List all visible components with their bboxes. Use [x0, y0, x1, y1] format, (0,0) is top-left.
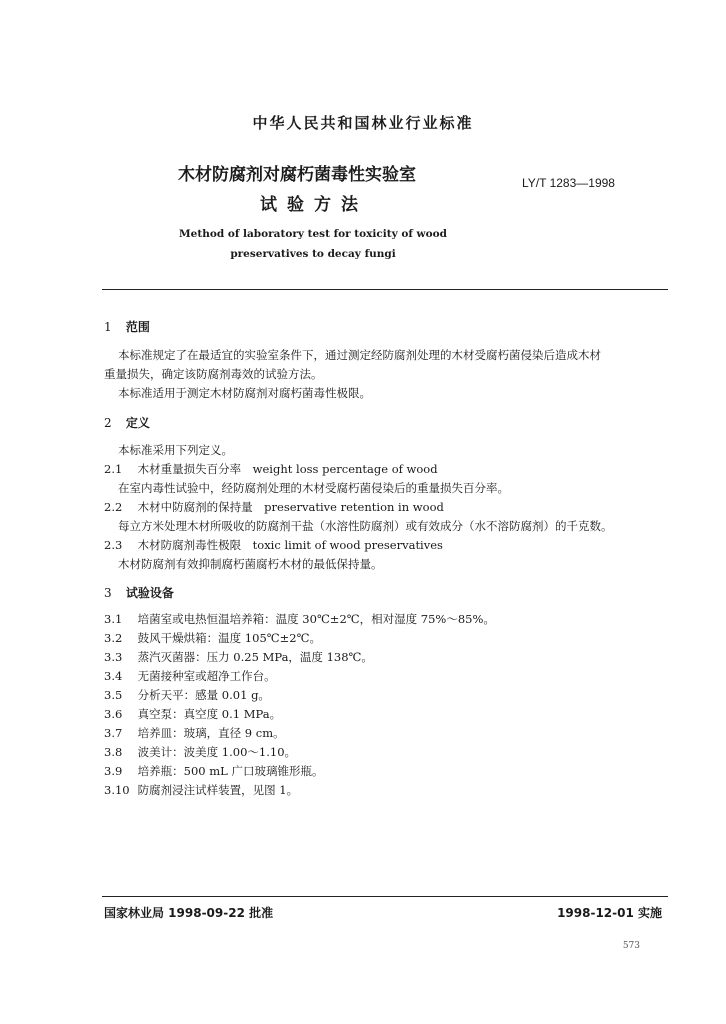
definition-2-1-number: 2.1: [104, 462, 123, 476]
equipment-item-text: 无菌接种室或超净工作台。: [137, 669, 276, 683]
document-title-line2: 试验方法: [260, 195, 368, 215]
equipment-item-number: 3.3: [104, 650, 123, 664]
definition-2-1-text: 在室内毒性试验中，经防腐剂处理的木材受腐朽菌侵染后的重量损失百分率。: [118, 481, 509, 495]
section-1-number: 1: [104, 320, 112, 334]
equipment-item-number: 3.6: [104, 707, 123, 721]
equipment-item: [104, 630, 321, 646]
equipment-item-text: 培菌室或电热恒温培养箱：温度 30℃±2℃，相对湿度 75%～85%。: [137, 612, 495, 626]
definition-2-1-term-row: [104, 461, 438, 477]
effective-date: 1998-12-01 实施: [557, 906, 662, 920]
section-3-number: 3: [104, 586, 112, 600]
definition-2-2-term: 木材中防腐剂的保持量 preservative retention in wood: [137, 500, 444, 514]
equipment-item: [104, 725, 285, 741]
section-1-title: 范围: [125, 320, 150, 334]
equipment-item: [104, 763, 323, 779]
equipment-item-number: 3.5: [104, 688, 123, 702]
equipment-item-text: 鼓风干燥烘箱：温度 105℃±2℃。: [137, 631, 321, 645]
issuer-title: 中华人民共和国林业行业标准: [252, 114, 474, 132]
definition-2-3-number: 2.3: [104, 538, 123, 552]
document-title-line1: 木材防腐剂对腐朽菌毒性实验室: [178, 165, 416, 185]
section-2-number: 2: [104, 416, 112, 430]
equipment-item: [104, 706, 281, 722]
approval-text: 国家林业局 1998-09-22 批准: [104, 906, 274, 920]
section-2-heading: [104, 414, 150, 431]
equipment-item-number: 3.8: [104, 745, 123, 759]
definition-2-2-number: 2.2: [104, 500, 123, 514]
equipment-item-number: 3.4: [104, 669, 123, 683]
section-3-title: 试验设备: [125, 586, 174, 600]
equipment-item-number: 3.7: [104, 726, 123, 740]
equipment-item-text: 蒸汽灭菌器：压力 0.25 MPa，温度 138℃。: [137, 650, 373, 664]
section-1-para-2: 本标准适用于测定木材防腐剂对腐朽菌毒性极限。: [118, 386, 371, 400]
equipment-item-text: 分析天平：感量 0.01 g。: [137, 688, 270, 702]
equipment-item: [104, 649, 373, 665]
section-2-intro: 本标准采用下列定义。: [118, 443, 233, 457]
equipment-item: [104, 611, 495, 627]
section-1-heading: [104, 318, 150, 335]
english-title-line2: preservatives to decay fungi: [230, 248, 396, 260]
equipment-item-text: 防腐剂浸注试样装置，见图 1。: [137, 783, 299, 797]
footer-divider: [102, 896, 668, 897]
equipment-item: [104, 744, 296, 760]
equipment-item-number: 3.1: [104, 612, 123, 626]
equipment-item-text: 培养皿：玻璃，直径 9 cm。: [137, 726, 285, 740]
english-title-line1: Method of laboratory test for toxicity of wood: [179, 228, 447, 240]
equipment-item: [104, 687, 270, 703]
definition-2-3-term: 木材防腐剂毒性极限 toxic limit of wood preservatives: [137, 538, 443, 552]
equipment-item-text: 波美计：波美度 1.00～1.10。: [137, 745, 297, 759]
section-1-para-1-line1: 本标准规定了在最适宜的实验室条件下，通过测定经防腐剂处理的木材受腐朽菌侵染后造成木材: [118, 348, 601, 362]
equipment-item: [104, 782, 298, 798]
definition-2-3-term-row: [104, 537, 443, 553]
section-1-para-1-line2: 重量损失，确定该防腐剂毒效的试验方法。: [104, 367, 323, 381]
equipment-item-number: 3.10: [104, 783, 130, 797]
equipment-item-number: 3.2: [104, 631, 123, 645]
definition-2-1-term: 木材重量损失百分率 weight loss percentage of wood: [137, 462, 438, 476]
definition-2-3-text: 木材防腐剂有效抑制腐朽菌腐朽木材的最低保持量。: [118, 557, 383, 571]
header-divider: [102, 289, 668, 290]
page-number: 573: [622, 941, 640, 951]
definition-2-2-text: 每立方米处理木材所吸收的防腐剂干盐（水溶性防腐剂）或有效成分（水不溶防腐剂）的千克数。: [118, 519, 613, 533]
section-2-title: 定义: [125, 416, 150, 430]
standard-code: LY/T 1283—1998: [522, 176, 615, 190]
equipment-item: [104, 668, 276, 684]
equipment-item-text: 培养瓶：500 mL 广口玻璃锥形瓶。: [137, 764, 324, 778]
definition-2-2-term-row: [104, 499, 444, 515]
equipment-item-text: 真空泵：真空度 0.1 MPa。: [137, 707, 282, 721]
equipment-item-number: 3.9: [104, 764, 123, 778]
section-3-heading: [104, 584, 174, 601]
